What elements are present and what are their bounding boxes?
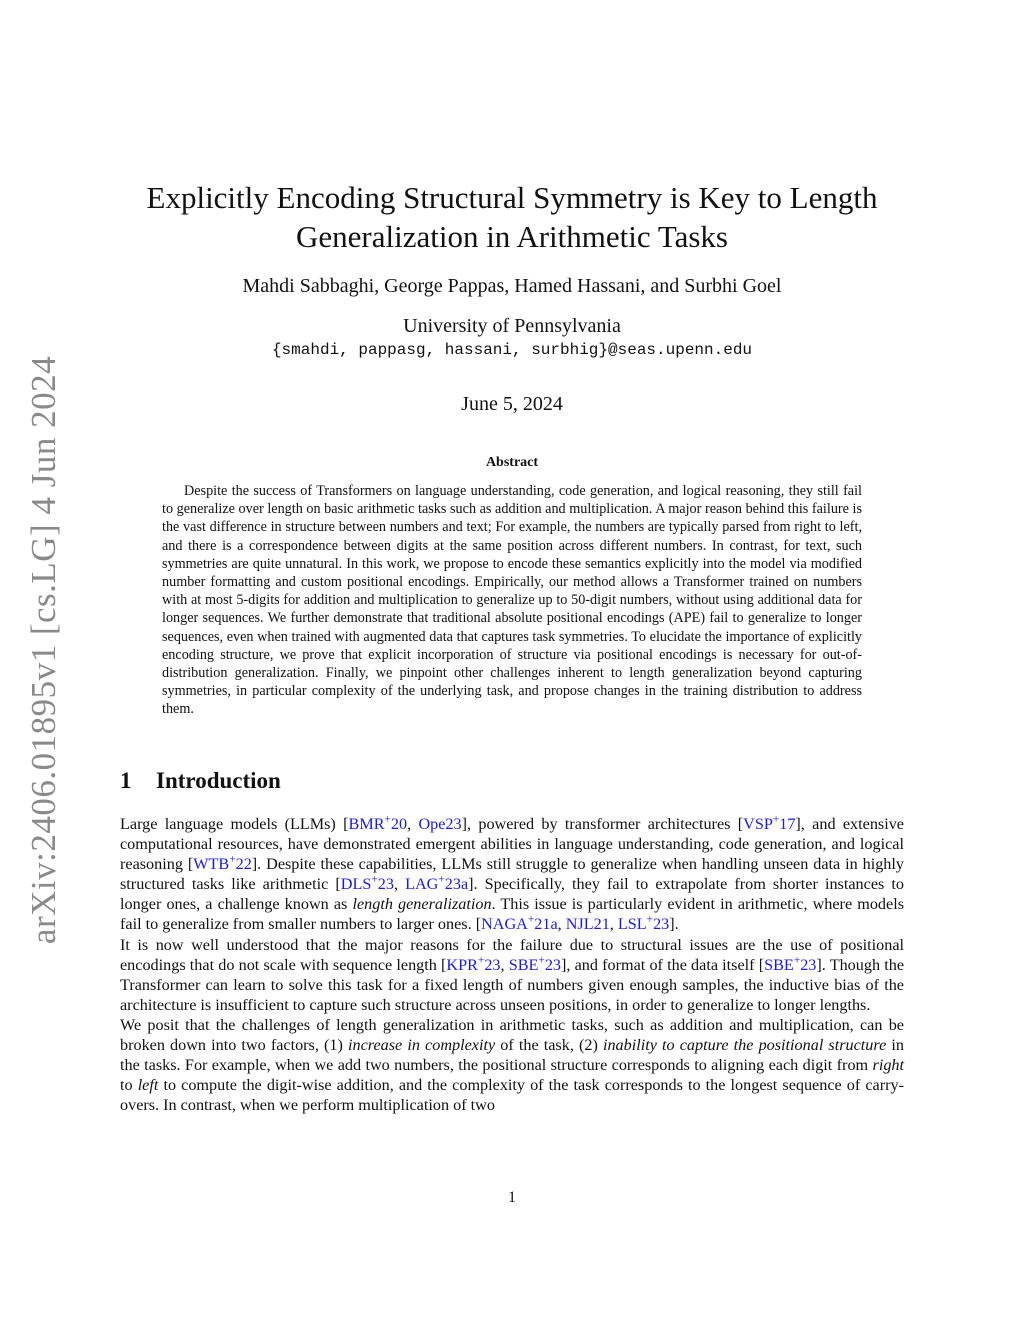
body-text <box>120 814 904 1115</box>
paragraph-1: Large language models (LLMs) [BMR+20, Ope23], powered by transformer architectures [VSP+17], and extensive computational resources, have demonstrated emergent abilities in language understanding, code generation, and logical reasoning [WTB+22]. Despite these capabilities, LLMs still struggle to generalize when handling unseen data in highly structured tasks like arithmetic [DLS+23, LAG+23a]. Specifically, they fail to extrapolate from shorter instances to longer ones, a challenge known as length generalization. This issue is particularly evident in arithmetic, where models fail to generalize from smaller numbers to larger ones. [NAGA+21a, NJL21, LSL+23]. <box>120 813 904 934</box>
citation-link[interactable]: NJL21 <box>565 915 610 934</box>
citation-link[interactable]: Ope23 <box>418 815 462 833</box>
citation-link[interactable]: WTB+22 <box>193 853 252 874</box>
title-line-2: Generalization in Arithmetic Tasks <box>295 219 728 254</box>
affiliation: University of Pennsylvania <box>403 315 621 337</box>
emphasis: inability to capture the positional structure <box>602 1036 887 1055</box>
emphasis: increase in complexity <box>348 1036 496 1055</box>
section-title: Introduction <box>156 768 281 793</box>
paper-title <box>120 178 904 256</box>
paragraph-3: We posit that the challenges of length generalization in arithmetic tasks, such as addition and multiplication, can be broken down into two factors, (1) increase in complexity of the task, (2) inability to capture the positional structure in the tasks. For example, when we add two numbers, the positional structure corresponds to aligning each digit from right to left to compute the digit-wise addition, and the complexity of the task corresponds to the longest sequence of carry-overs. In contrast, when we perform multiplication of two <box>120 1015 905 1115</box>
citation-link[interactable]: LAG+23a <box>405 873 469 894</box>
citation-link[interactable]: BMR+20 <box>348 813 408 833</box>
arxiv-id: arXiv:2406.01895v1 [cs.LG] 4 Jun 2024 <box>24 355 63 945</box>
emphasis: length generalization <box>352 895 492 914</box>
publication-date: June 5, 2024 <box>461 393 563 415</box>
citation-link[interactable]: LSL+23 <box>617 914 670 934</box>
citation-link[interactable]: DLS+23 <box>340 873 394 894</box>
section-number: 1 <box>120 768 132 793</box>
citation-link[interactable]: SBE+23 <box>508 954 561 974</box>
section-heading <box>120 768 281 794</box>
page-number: 1 <box>508 1189 516 1206</box>
citation-link[interactable]: KPR+23 <box>446 954 501 974</box>
citation-link[interactable]: VSP+17 <box>743 813 796 833</box>
emphasis: right <box>872 1056 904 1075</box>
arxiv-identifier-stamp <box>24 355 64 945</box>
emphasis: left <box>137 1076 159 1095</box>
author-emails: {smahdi, pappasg, hassani, surbhig}@seas.upenn.edu <box>271 341 753 359</box>
author-list: Mahdi Sabbaghi, George Pappas, Hamed Hassani, and Surbhi Goel <box>242 275 782 297</box>
abstract-text: Despite the success of Transformers on language understanding, code generation, and logical reasoning, they still fail to generalize over length on basic arithmetic tasks such as addition and multiplication. A major reason behind this failure is the vast difference in structure between numbers and text; For example, the numbers are typically parsed from right to left, and there is a correspondence between digits at the same position across different numbers. In contrast, for text, such symmetries are quite unnatural. In this work, we propose to encode these semantics explicitly into the model via modified number formatting and custom positional encodings. Empirically, our method allows a Transformer trained on numbers with at most 5-digits for addition and multiplication to generalize up to 50-digit numbers, without using additional data for longer sequences. We further demonstrate that traditional absolute positional encodings (APE) fail to generalize to longer sequences, even when trained with augmented data that captures task symmetries. To elucidate the importance of explicitly encoding structure, we prove that explicit incorporation of structure via positional encodings is necessary for out-of-distribution generalization. Finally, we pinpoint other challenges inherent to length generalization beyond capturing symmetries, in particular complexity of the underlying task, and propose changes in the training distribution to address them. <box>162 483 862 718</box>
abstract-heading: Abstract <box>485 455 539 470</box>
citation-link[interactable]: SBE+23 <box>764 954 817 974</box>
title-line-1: Explicitly Encoding Structural Symmetry is Key to Length <box>146 180 878 215</box>
paragraph-2: It is now well understood that the major reasons for the failure due to structural issues are the use of positional encodings that do not scale with sequence length [KPR+23, SBE+23], and format of the data itself [SBE+23]. Though the Transformer can learn to solve this task for a fixed length of numbers given enough samples, the inductive bias of the architecture is insufficient to capture such structure across unseen positions, in order to generalize to longer lengths. <box>120 935 905 1014</box>
citation-link[interactable]: NAGA+21a <box>481 914 558 934</box>
